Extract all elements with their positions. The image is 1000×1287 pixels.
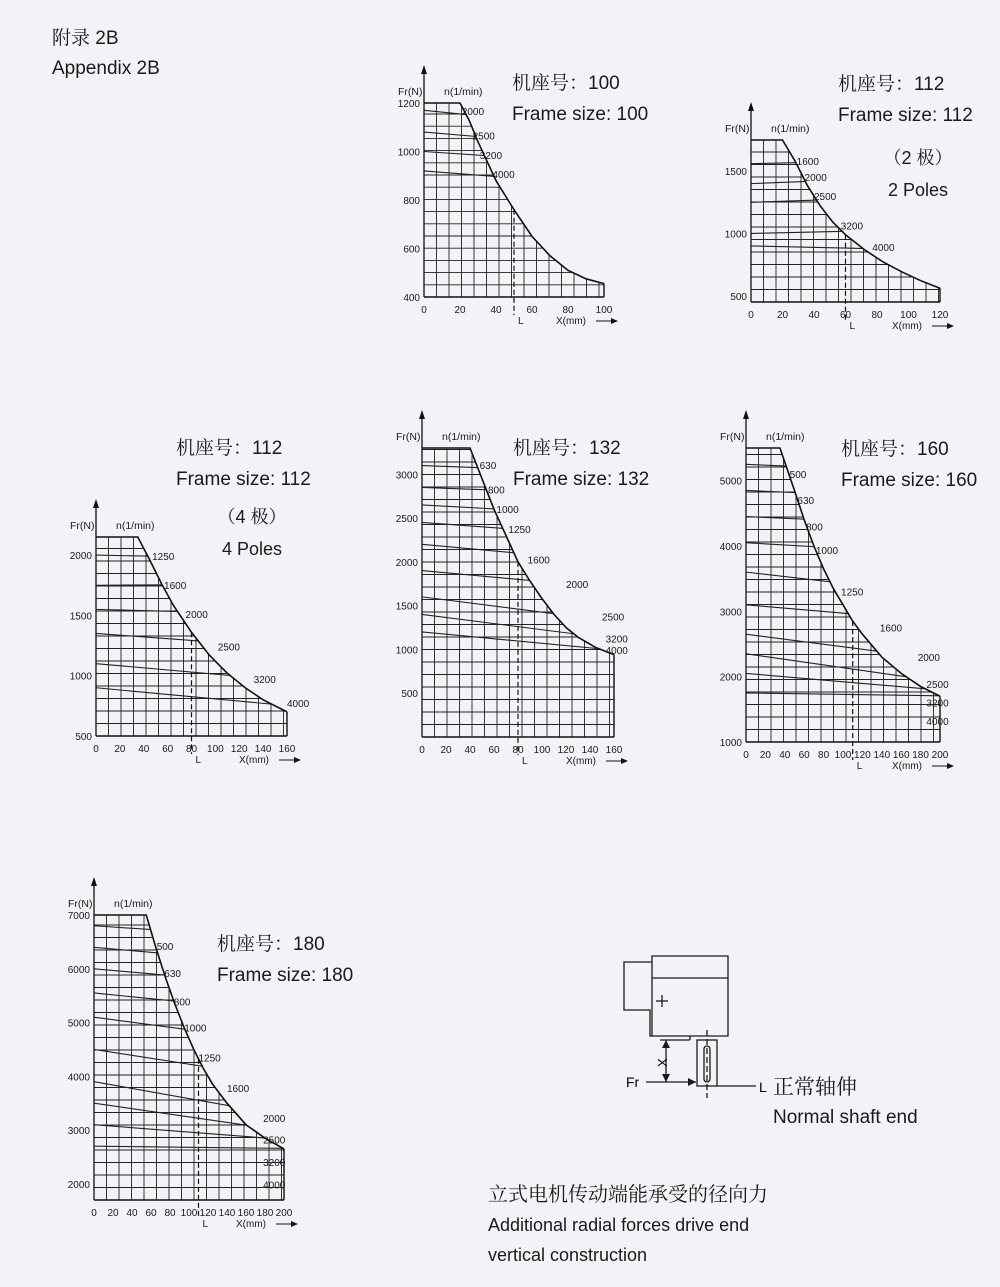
frame-100-title-en: Frame size: 100 (512, 104, 649, 125)
frame-180-title-en: Frame size: 180 (217, 965, 354, 986)
y-tick-label: 5000 (67, 1018, 90, 1030)
x-tick-label: 100 (834, 750, 852, 761)
x-tick-label: 0 (91, 1208, 97, 1219)
x-tick-label: 20 (107, 1208, 119, 1219)
x-tick-label: 140 (254, 744, 272, 755)
y-tick-label: 3000 (395, 470, 418, 482)
speed-axis-label: n(1/min) (444, 86, 483, 98)
appendix-title-cn: 附录 2B (52, 28, 119, 49)
speed-label-3200: 3200 (605, 634, 628, 646)
x-tick-label: 80 (562, 305, 574, 316)
y-tick-label: 2000 (67, 1179, 90, 1191)
fr-arrowhead-icon (688, 1078, 696, 1086)
caption-en-line2: vertical construction (488, 1245, 648, 1265)
x-tick-label: 120 (230, 744, 248, 755)
speed-label-1250: 1250 (198, 1053, 221, 1065)
fr-axis-label: Fr(N) (720, 431, 745, 443)
x-axis-label: X(mm) (892, 321, 922, 332)
speed-label-800: 800 (488, 485, 505, 497)
frame-112-4p-title-cn: 机座号：112 (176, 438, 283, 459)
x-tick-label: 60 (798, 750, 810, 761)
y-tick-label: 500 (730, 291, 747, 303)
x-tick-label: 0 (93, 744, 99, 755)
page-caption (488, 1180, 768, 1270)
y-tick-label: 2500 (395, 514, 418, 526)
y-tick-label: 1000 (724, 229, 747, 241)
poles-4-cn: （4 极） (217, 507, 287, 527)
x-tick-label: 40 (779, 750, 791, 761)
speed-label-2000: 2000 (461, 107, 485, 119)
x-tick-label: 140 (873, 750, 891, 761)
frame-112-2p-title-cn: 机座号：112 (838, 74, 945, 95)
speed-axis-label: n(1/min) (114, 898, 153, 910)
x-tick-label: 20 (114, 744, 126, 755)
speed-label-3200: 3200 (926, 698, 949, 710)
speed-label-630: 630 (164, 968, 181, 980)
speed-label-1600: 1600 (796, 156, 819, 168)
caption-en-line1: Additional radial forces drive end (488, 1215, 750, 1235)
l-marker-label: L (849, 321, 856, 332)
x-tick-label: 140 (581, 745, 599, 756)
x-tick-label: 180 (256, 1208, 274, 1219)
y-tick-label: 400 (403, 293, 420, 304)
y-tick-label: 1500 (724, 167, 747, 179)
motor-housing-outline (624, 956, 728, 1036)
x-tick-label: 60 (162, 744, 174, 755)
speed-label-1250: 1250 (152, 551, 175, 563)
poles-2-cn: （2 极） (883, 148, 953, 168)
l-marker-label: L (195, 755, 202, 766)
x-tick-label: 160 (605, 745, 623, 756)
x-axis-label: X(mm) (892, 761, 922, 772)
l-marker-label: L (856, 761, 863, 772)
x-tick-label: 80 (185, 744, 198, 755)
x-tick-label: 120 (931, 310, 949, 321)
speed-label-2500: 2500 (602, 612, 625, 624)
x-tick-label: 160 (278, 744, 296, 755)
y-tick-label: 1500 (69, 611, 92, 623)
x-tick-label: 20 (454, 305, 466, 316)
shaft-end-label-en: Normal shaft end (773, 1107, 918, 1128)
speed-label-500: 500 (156, 941, 174, 953)
speed-label-4000: 4000 (872, 242, 895, 254)
shaft-end-label-cn: 正常轴伸 (773, 1076, 857, 1099)
x-tick-label: 100 (207, 744, 224, 755)
y-tick-label: 1000 (395, 645, 418, 657)
x-tick-label: 180 (912, 750, 929, 761)
speed-label-2000: 2000 (263, 1114, 286, 1126)
speed-label-3200: 3200 (840, 221, 864, 233)
x-tick-label: 160 (892, 750, 910, 761)
y-tick-label: 5000 (719, 476, 742, 488)
x-axis-label: X(mm) (236, 1219, 266, 1230)
speed-label-2000: 2000 (185, 609, 208, 621)
speed-label-3200: 3200 (479, 150, 503, 162)
x-tick-label: 140 (218, 1208, 236, 1219)
speed-label-4000: 4000 (492, 170, 515, 182)
y-tick-label: 1000 (719, 738, 742, 749)
x-tick-label: 80 (818, 750, 830, 761)
x-tick-label: 40 (808, 310, 820, 321)
x-tick-label: 200 (931, 750, 949, 761)
y-tick-label: 2000 (69, 551, 92, 563)
speed-axis-label: n(1/min) (766, 431, 805, 443)
y-tick-label: 3000 (67, 1126, 90, 1138)
x-tick-label: 0 (748, 310, 754, 321)
speed-axis-label: n(1/min) (442, 431, 481, 443)
x-tick-label: 120 (557, 745, 575, 756)
speed-label-4000: 4000 (926, 717, 949, 729)
speed-label-500: 500 (789, 470, 807, 482)
speed-label-800: 800 (806, 522, 823, 534)
speed-label-4000: 4000 (605, 645, 628, 657)
speed-label-1600: 1600 (879, 623, 903, 635)
speed-label-1000: 1000 (496, 504, 519, 516)
speed-label-1000: 1000 (815, 545, 839, 557)
fr-axis-label: Fr(N) (396, 431, 421, 443)
x-axis-label: X(mm) (566, 756, 596, 767)
y-tick-label: 1200 (397, 99, 420, 110)
frame-132-title-en: Frame size: 132 (513, 469, 650, 490)
y-tick-label: 1000 (69, 671, 92, 683)
x-tick-label: 100 (900, 310, 917, 321)
speed-label-800: 800 (173, 997, 191, 1009)
x-arrowhead-down-icon (662, 1074, 670, 1082)
speed-label-2000: 2000 (566, 580, 589, 592)
l-marker-label: L (522, 756, 528, 767)
x-tick-label: 80 (164, 1208, 176, 1219)
appendix-title-en: Appendix 2B (52, 58, 160, 79)
x-tick-label: 40 (490, 305, 502, 316)
speed-label-2500: 2500 (472, 131, 495, 143)
fr-axis-label: Fr(N) (70, 520, 95, 532)
poles-2-en: 2 Poles (887, 180, 949, 200)
y-tick-label: 500 (75, 732, 92, 743)
l-diagram-label: L (759, 1079, 767, 1095)
speed-label-2500: 2500 (814, 191, 837, 203)
x-arrowhead-up-icon (662, 1040, 670, 1048)
y-tick-label: 4000 (67, 1072, 90, 1084)
x-axis-label: X(mm) (239, 755, 269, 766)
y-tick-label: 500 (401, 689, 418, 701)
speed-label-2500: 2500 (217, 642, 241, 654)
y-tick-label: 3000 (719, 607, 742, 619)
speed-label-2500: 2500 (263, 1135, 286, 1147)
y-tick-label: 1000 (397, 147, 420, 159)
l-marker-label: L (202, 1219, 209, 1230)
poles-4-en: 4 Poles (221, 539, 283, 559)
x-axis-label: X(mm) (556, 316, 586, 327)
y-tick-label: 800 (403, 196, 420, 207)
x-diagram-label: X (655, 1058, 670, 1067)
speed-label-630: 630 (797, 496, 815, 508)
y-tick-label: 600 (403, 244, 420, 256)
x-tick-label: 160 (237, 1208, 255, 1219)
frame-112-4p-title-en: Frame size: 112 (176, 469, 311, 490)
fr-diagram-label: Fr (626, 1074, 640, 1090)
frame-112-2p-title-en: Frame size: 112 (838, 105, 973, 126)
x-tick-label: 20 (759, 750, 771, 761)
y-tick-label: 1500 (395, 601, 418, 613)
x-tick-label: 60 (839, 310, 852, 321)
x-tick-label: 40 (464, 745, 476, 756)
x-tick-label: 200 (275, 1208, 293, 1219)
speed-label-3200: 3200 (253, 674, 276, 686)
frame-180-title-cn: 机座号：180 (217, 934, 325, 955)
speed-label-2500: 2500 (926, 679, 949, 691)
speed-label-4000: 4000 (263, 1180, 286, 1192)
frame-160-title-cn: 机座号：160 (841, 439, 949, 460)
speed-label-1600: 1600 (227, 1083, 250, 1095)
shaft-end-label (773, 1073, 918, 1133)
speed-label-2000: 2000 (917, 652, 940, 664)
speed-label-3200: 3200 (263, 1158, 286, 1170)
frame-132-title-cn: 机座号：132 (513, 438, 621, 459)
x-tick-label: 100 (595, 305, 613, 316)
speed-label-1600: 1600 (527, 555, 550, 567)
x-tick-label: 80 (871, 310, 883, 321)
fr-axis-label: Fr(N) (725, 123, 750, 135)
y-tick-label: 7000 (67, 911, 90, 922)
speed-label-1600: 1600 (164, 580, 187, 592)
x-tick-label: 40 (126, 1208, 138, 1219)
x-tick-label: 60 (145, 1208, 157, 1219)
x-tick-label: 0 (419, 745, 425, 756)
x-tick-label: 40 (138, 744, 150, 755)
x-tick-label: 120 (199, 1208, 217, 1219)
y-tick-label: 2000 (395, 557, 418, 569)
y-tick-label: 2000 (719, 672, 742, 684)
x-tick-label: 20 (776, 310, 789, 321)
speed-label-630: 630 (479, 461, 497, 473)
x-tick-label: 0 (421, 305, 427, 316)
fr-axis-label: Fr(N) (398, 86, 423, 98)
y-tick-label: 6000 (67, 964, 90, 976)
speed-label-1000: 1000 (184, 1023, 207, 1035)
caption-cn: 立式电机传动端能承受的径向力 (488, 1184, 768, 1206)
y-tick-label: 4000 (719, 542, 742, 553)
fr-axis-label: Fr(N) (68, 898, 93, 910)
x-tick-label: 0 (743, 750, 749, 761)
x-tick-label: 60 (526, 305, 538, 316)
x-tick-label: 100 (180, 1208, 198, 1219)
speed-axis-label: n(1/min) (771, 123, 810, 135)
speed-label-4000: 4000 (287, 699, 310, 711)
x-tick-label: 60 (488, 745, 500, 756)
x-tick-label: 120 (854, 750, 871, 761)
speed-label-1250: 1250 (841, 587, 864, 599)
x-tick-label: 80 (512, 745, 524, 756)
l-marker-label: L (518, 316, 524, 327)
x-tick-label: 100 (533, 745, 551, 756)
speed-label-2000: 2000 (804, 173, 827, 185)
x-tick-label: 20 (440, 745, 452, 756)
frame-100-title-cn: 机座号：100 (512, 73, 620, 94)
speed-axis-label: n(1/min) (116, 520, 155, 532)
speed-label-1250: 1250 (508, 524, 531, 536)
frame-160-title-en: Frame size: 160 (841, 470, 978, 491)
